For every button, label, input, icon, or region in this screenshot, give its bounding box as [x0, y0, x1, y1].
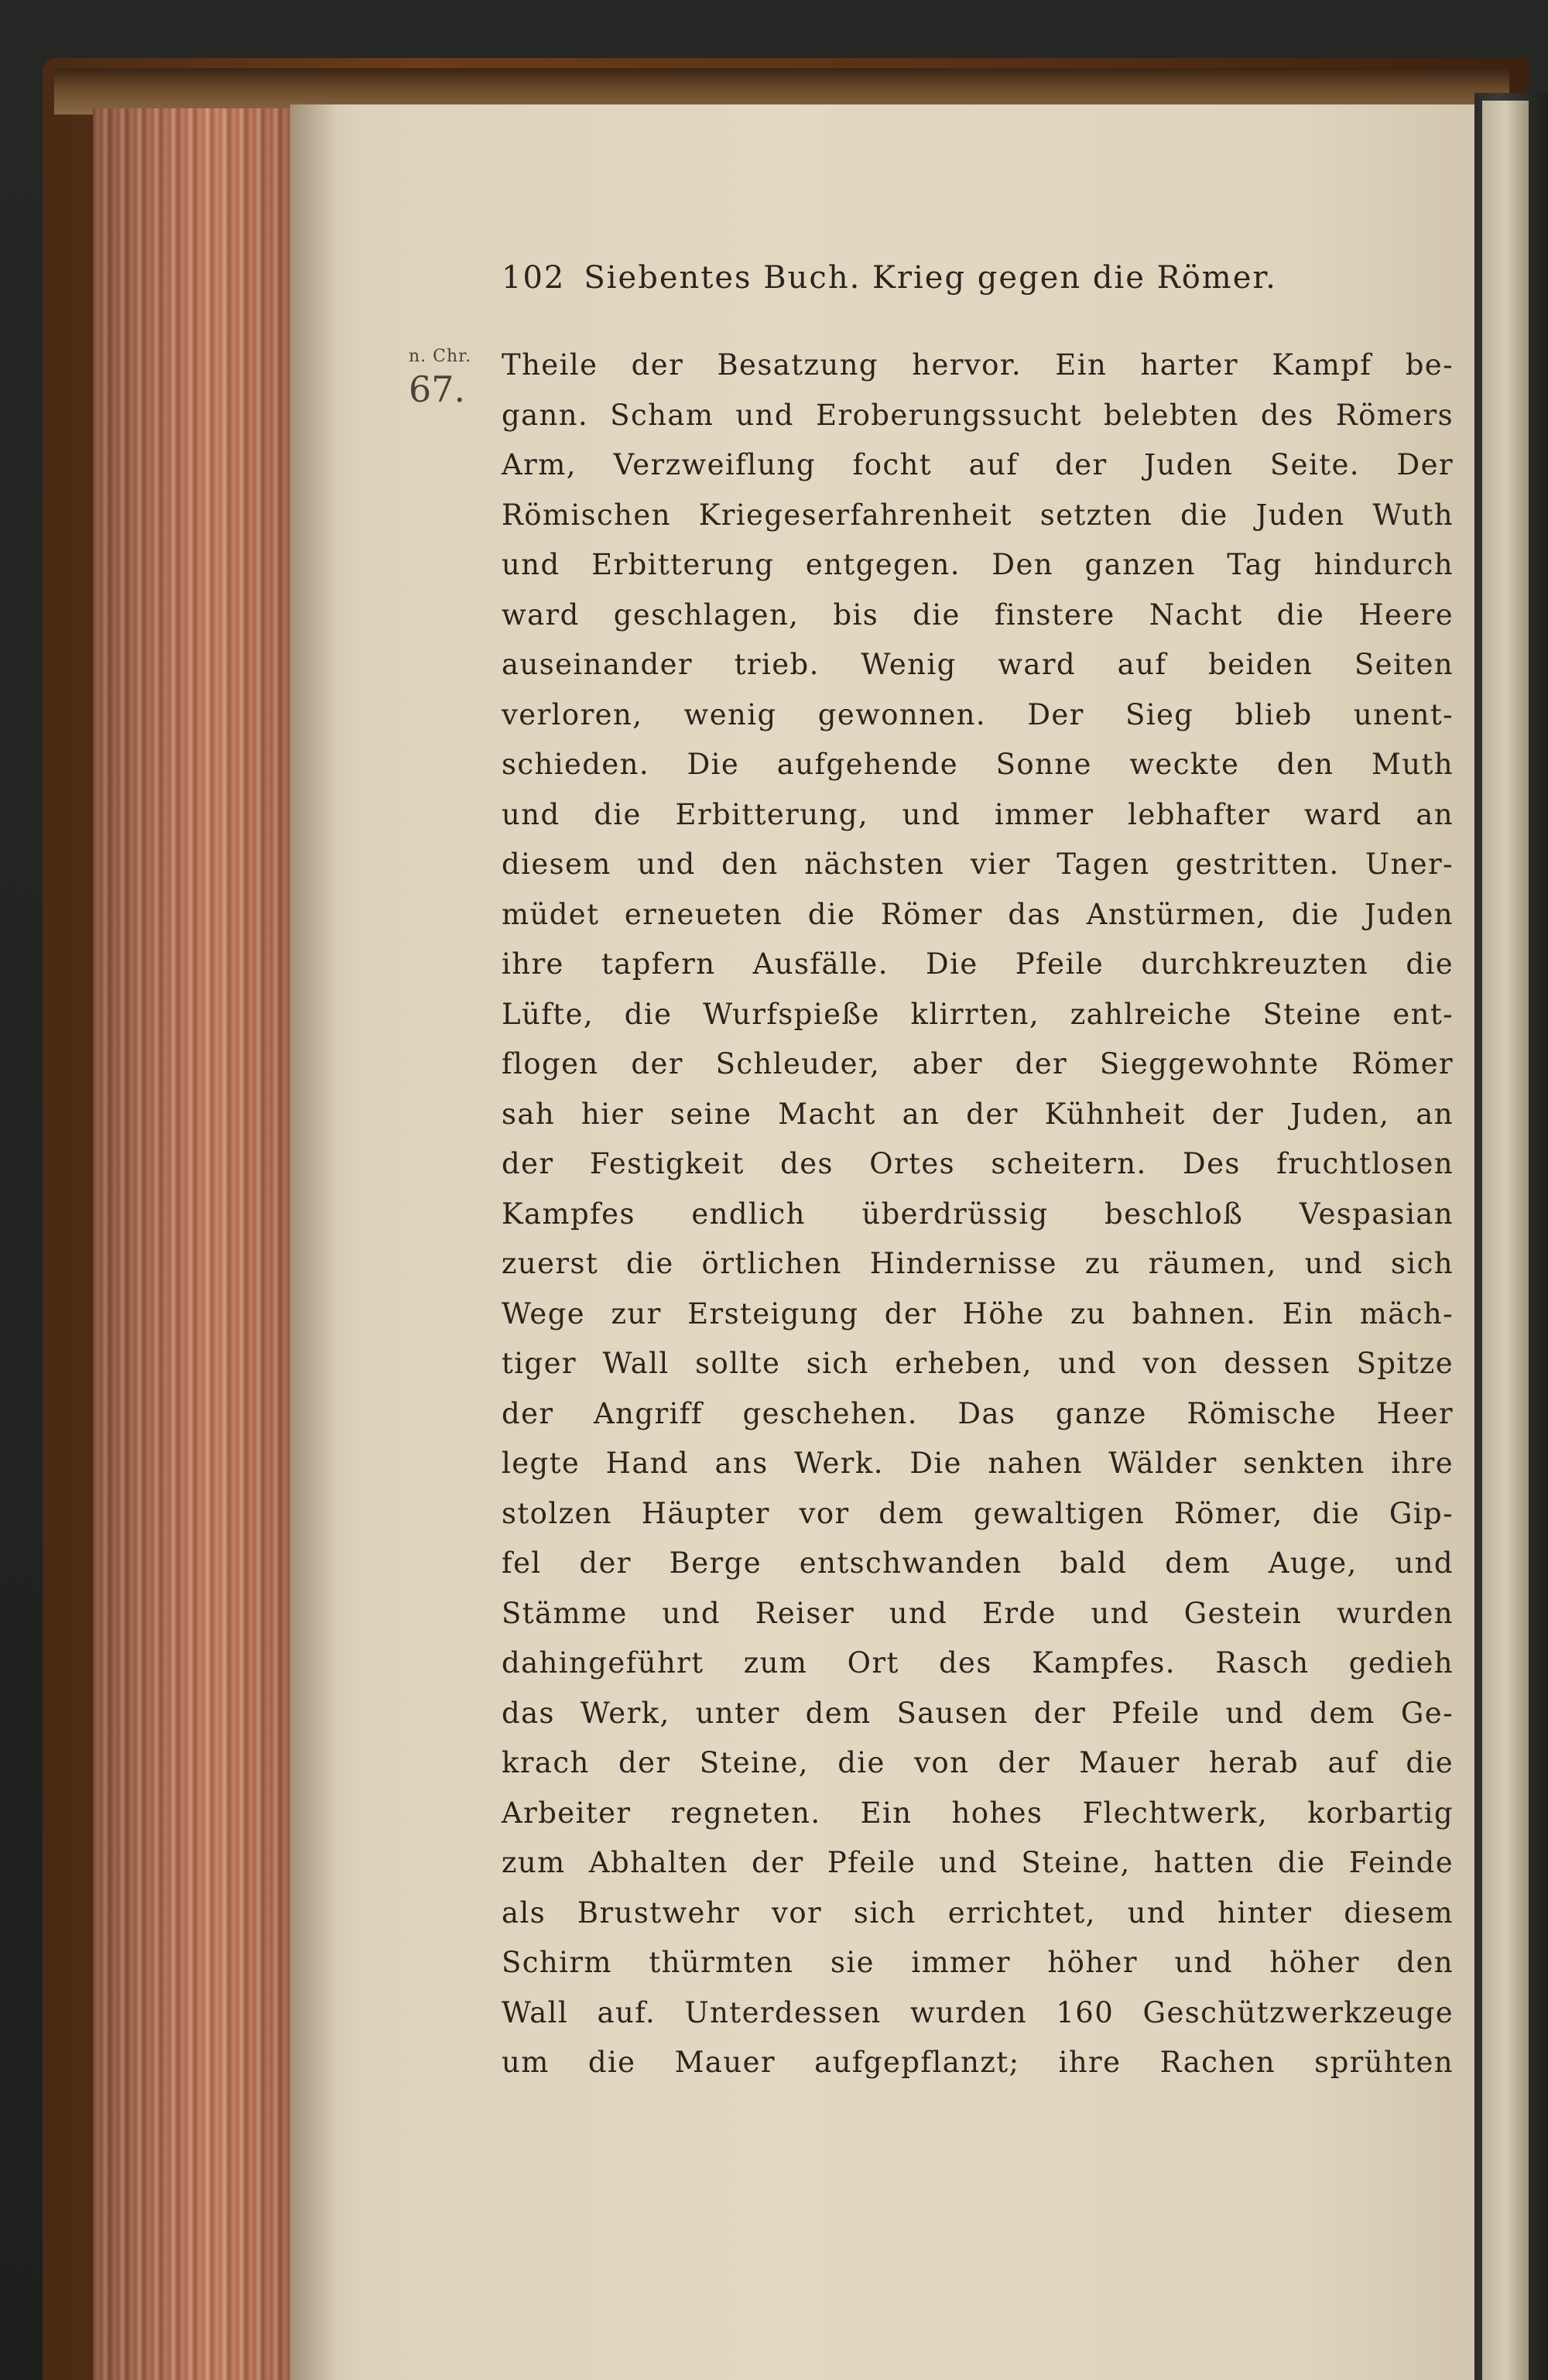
- text-line: müdet erneueten die Römer das Anstürmen, die Juden: [502, 897, 1454, 931]
- text-line: dahingeführt zum Ort des Kampfes. Rasch gedieh: [502, 1646, 1454, 1680]
- margin-note-year: 67.: [409, 368, 466, 410]
- text-line: diesem und den nächsten vier Tagen gestritten. Uner-: [502, 848, 1454, 881]
- text-line: tiger Wall sollte sich erheben, und von dessen Spitze: [502, 1347, 1454, 1380]
- text-line: ward geschlagen, bis die finstere Nacht die Heere: [502, 598, 1454, 632]
- text-line: fel der Berge entschwanden bald dem Auge, und: [502, 1546, 1454, 1580]
- text-line: gann. Scham und Eroberungssucht belebten des Römers: [502, 398, 1454, 432]
- body-text: [502, 341, 1454, 2088]
- page-edges: [93, 108, 294, 2380]
- text-line: Stämme und Reiser und Erde und Gestein wurden: [502, 1596, 1454, 1630]
- gutter-shadow: [290, 104, 337, 2380]
- text-line: auseinander trieb. Wenig ward auf beiden Seiten: [502, 648, 1454, 681]
- text-line: Schirm thürmten sie immer höher und höher den: [502, 1946, 1454, 1979]
- page-number: 102: [502, 260, 566, 296]
- text-line: krach der Steine, die von der Mauer herab auf die: [502, 1746, 1454, 1779]
- text-line: als Brustwehr vor sich errichtet, und hinter diesem: [502, 1895, 1454, 1930]
- text-line: stolzen Häupter vor dem gewaltigen Römer, die Gip-: [502, 1496, 1454, 1530]
- text-line: Arm, Verzweiflung focht auf der Juden Seite. Der: [502, 448, 1454, 481]
- text-line: verloren, wenig gewonnen. Der Sieg blieb unent-: [502, 697, 1454, 731]
- text-line: Theile der Besatzung hervor. Ein harter Kampf be-: [502, 348, 1454, 382]
- text-line: schieden. Die aufgehende Sonne weckte den Muth: [502, 748, 1454, 781]
- text-line: flogen der Schleuder, aber der Sieggewohnte Römer: [502, 1047, 1454, 1080]
- text-line: und Erbitterung entgegen. Den ganzen Tag hindurch: [502, 548, 1454, 581]
- text-line: legte Hand ans Werk. Die nahen Wälder senkten ihre: [502, 1447, 1454, 1480]
- text-line: ihre tapfern Ausfälle. Die Pfeile durchkreuzten die: [502, 947, 1454, 981]
- text-line: und die Erbitterung, und immer lebhafter ward an: [502, 797, 1454, 831]
- margin-note-era: n. Chr.: [409, 347, 472, 366]
- text-line: zuerst die örtlichen Hindernisse zu räumen, und sich: [502, 1247, 1454, 1280]
- text-line: der Festigkeit des Ortes scheitern. Des fruchtlosen: [502, 1147, 1454, 1180]
- facing-page-edge: [1482, 101, 1529, 2380]
- text-line: das Werk, unter dem Sausen der Pfeile und dem Ge-: [502, 1696, 1454, 1730]
- running-title: Siebentes Buch. Krieg gegen die Römer.: [584, 260, 1277, 296]
- text-line: Römischen Kriegeserfahrenheit setzten die Juden Wuth: [502, 498, 1454, 532]
- text-line: der Angriff geschehen. Das ganze Römische Heer: [502, 1396, 1454, 1430]
- text-line: Kampfes endlich überdrüssig beschloß Vespasian: [502, 1197, 1454, 1231]
- text-line: Wall auf. Unterdessen wurden 160 Geschützwerkzeuge: [502, 1995, 1454, 2029]
- margin-note: [409, 347, 486, 410]
- text-line: Arbeiter regneten. Ein hohes Flechtwerk, korbartig: [502, 1796, 1454, 1830]
- text-line: sah hier seine Macht an der Kühnheit der Juden, an: [502, 1097, 1454, 1131]
- text-line: Wege zur Ersteigung der Höhe zu bahnen. Ein mäch-: [502, 1296, 1454, 1330]
- text-line: Lüfte, die Wurfspieße klirrten, zahlreiche Steine ent-: [502, 997, 1454, 1031]
- page-header: [502, 260, 1337, 296]
- text-line: um die Mauer aufgepflanzt; ihre Rachen sprühten: [502, 2046, 1454, 2079]
- text-line: zum Abhalten der Pfeile und Steine, hatten die Feinde: [502, 1846, 1454, 1879]
